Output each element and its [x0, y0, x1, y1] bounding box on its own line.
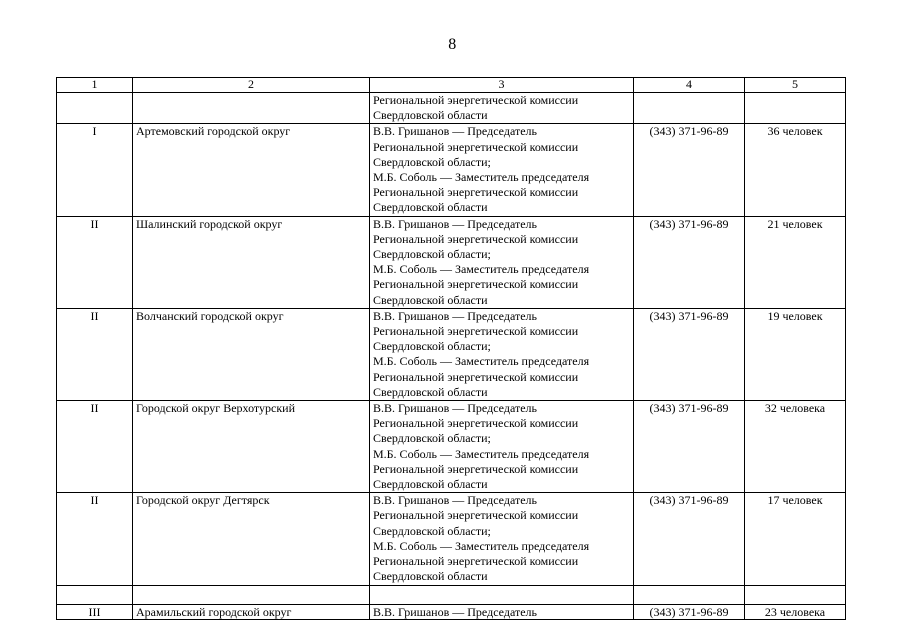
- table-row: [57, 401, 846, 493]
- responsible-line: В.В. Гришанов — Председатель: [373, 216, 537, 231]
- responsible-line: М.Б. Соболь — Заместитель председателя: [373, 446, 590, 461]
- responsible-line: В.В. Гришанов — Председатель: [373, 493, 537, 508]
- cell-name: [133, 93, 370, 124]
- cell-phone: [634, 93, 745, 124]
- cell-responsible: [370, 604, 634, 619]
- responsible-line: Свердловской области: [373, 108, 488, 123]
- cell-phone: (343) 371-96-89: [634, 216, 745, 308]
- cell-count: 17 человек: [745, 493, 846, 585]
- continuation-row: [57, 93, 846, 124]
- responsible-line: Региональной энергетической комиссии: [373, 416, 579, 431]
- responsible-line: М.Б. Соболь — Заместитель председателя: [373, 538, 590, 553]
- responsible-line: Свердловской области: [373, 292, 488, 307]
- cell-name: Шалинский городской округ: [133, 216, 370, 308]
- cell-name: Городской округ Дегтярск: [133, 493, 370, 585]
- cell-count: [745, 93, 846, 124]
- responsible-line: Свердловской области: [373, 477, 488, 492]
- cell-group: II: [57, 493, 133, 585]
- table-row: [57, 308, 846, 400]
- column-header-2: 2: [133, 78, 370, 93]
- responsible-line: В.В. Гришанов — Председатель: [373, 124, 537, 139]
- responsible-line: В.В. Гришанов — Председатель: [373, 401, 537, 416]
- responsible-line: М.Б. Соболь — Заместитель председателя: [373, 262, 590, 277]
- responsible-line: Свердловской области;: [373, 523, 491, 538]
- responsible-line: Свердловской области: [373, 384, 488, 399]
- responsible-line: М.Б. Соболь — Заместитель председателя: [373, 170, 590, 185]
- responsible-line: Региональной энергетической комиссии: [373, 369, 579, 384]
- responsible-line: Свердловской области: [373, 200, 488, 215]
- cell-phone: (343) 371-96-89: [634, 124, 745, 216]
- cell-name: Волчанский городской округ: [133, 308, 370, 400]
- responsible-line: Региональной энергетической комиссии: [373, 508, 579, 523]
- table-row: [57, 604, 846, 619]
- table-spacer: [57, 585, 846, 604]
- column-header-3: 3: [370, 78, 634, 93]
- page-number: 8: [448, 36, 457, 53]
- responsible-line: Свердловской области: [373, 569, 488, 584]
- spacer-cell: [370, 585, 634, 604]
- table-row: [57, 124, 846, 216]
- spacer-cell: [57, 585, 133, 604]
- spacer-cell: [133, 585, 370, 604]
- responsible-line: Региональной энергетической комиссии: [373, 185, 579, 200]
- cell-count: 19 человек: [745, 308, 846, 400]
- column-header-1: 1: [57, 78, 133, 93]
- cell-group: II: [57, 308, 133, 400]
- cell-name: Арамильский городской округ: [133, 604, 370, 619]
- cell-phone: (343) 371-96-89: [634, 401, 745, 493]
- spacer-cell: [634, 585, 745, 604]
- cell-responsible: [370, 308, 634, 400]
- responsible-line: Региональной энергетической комиссии: [373, 277, 579, 292]
- cell-group: I: [57, 124, 133, 216]
- table-row: [57, 493, 846, 585]
- responsible-line: Свердловской области;: [373, 154, 491, 169]
- cell-group: [57, 93, 133, 124]
- responsible-line: Региональной энергетической комиссии: [373, 231, 579, 246]
- responsible-line: Региональной энергетической комиссии: [373, 461, 579, 476]
- column-header-5: 5: [745, 78, 846, 93]
- cell-name: Артемовский городской округ: [133, 124, 370, 216]
- column-header-4: 4: [634, 78, 745, 93]
- responsible-line: Региональной энергетической комиссии: [373, 139, 579, 154]
- responsible-line: Свердловской области;: [373, 247, 491, 262]
- cell-count: 36 человек: [745, 124, 846, 216]
- cell-phone: (343) 371-96-89: [634, 308, 745, 400]
- cell-phone: (343) 371-96-89: [634, 493, 745, 585]
- responsible-line: Региональной энергетической комиссии: [373, 93, 579, 107]
- header-row: [57, 78, 846, 93]
- cell-group: III: [57, 604, 133, 619]
- responsible-line: Региональной энергетической комиссии: [373, 324, 579, 339]
- cell-responsible: [370, 216, 634, 308]
- cell-group: II: [57, 401, 133, 493]
- cell-responsible: [370, 93, 634, 124]
- responsible-line: Свердловской области;: [373, 431, 491, 446]
- cell-responsible: [370, 401, 634, 493]
- responsible-line: В.В. Гришанов — Председатель: [373, 604, 537, 619]
- responsible-line: Свердловской области;: [373, 339, 491, 354]
- responsible-line: В.В. Гришанов — Председатель: [373, 308, 537, 323]
- cell-phone: (343) 371-96-89: [634, 604, 745, 619]
- cell-group: II: [57, 216, 133, 308]
- cell-count: 21 человек: [745, 216, 846, 308]
- cell-responsible: [370, 124, 634, 216]
- allocation-table: [56, 77, 846, 620]
- table-row: [57, 216, 846, 308]
- responsible-line: М.Б. Соболь — Заместитель председателя: [373, 354, 590, 369]
- cell-count: 23 человека: [745, 604, 846, 619]
- responsible-line: Региональной энергетической комиссии: [373, 554, 579, 569]
- cell-responsible: [370, 493, 634, 585]
- cell-count: 32 человека: [745, 401, 846, 493]
- cell-name: Городской округ Верхотурский: [133, 401, 370, 493]
- spacer-cell: [745, 585, 846, 604]
